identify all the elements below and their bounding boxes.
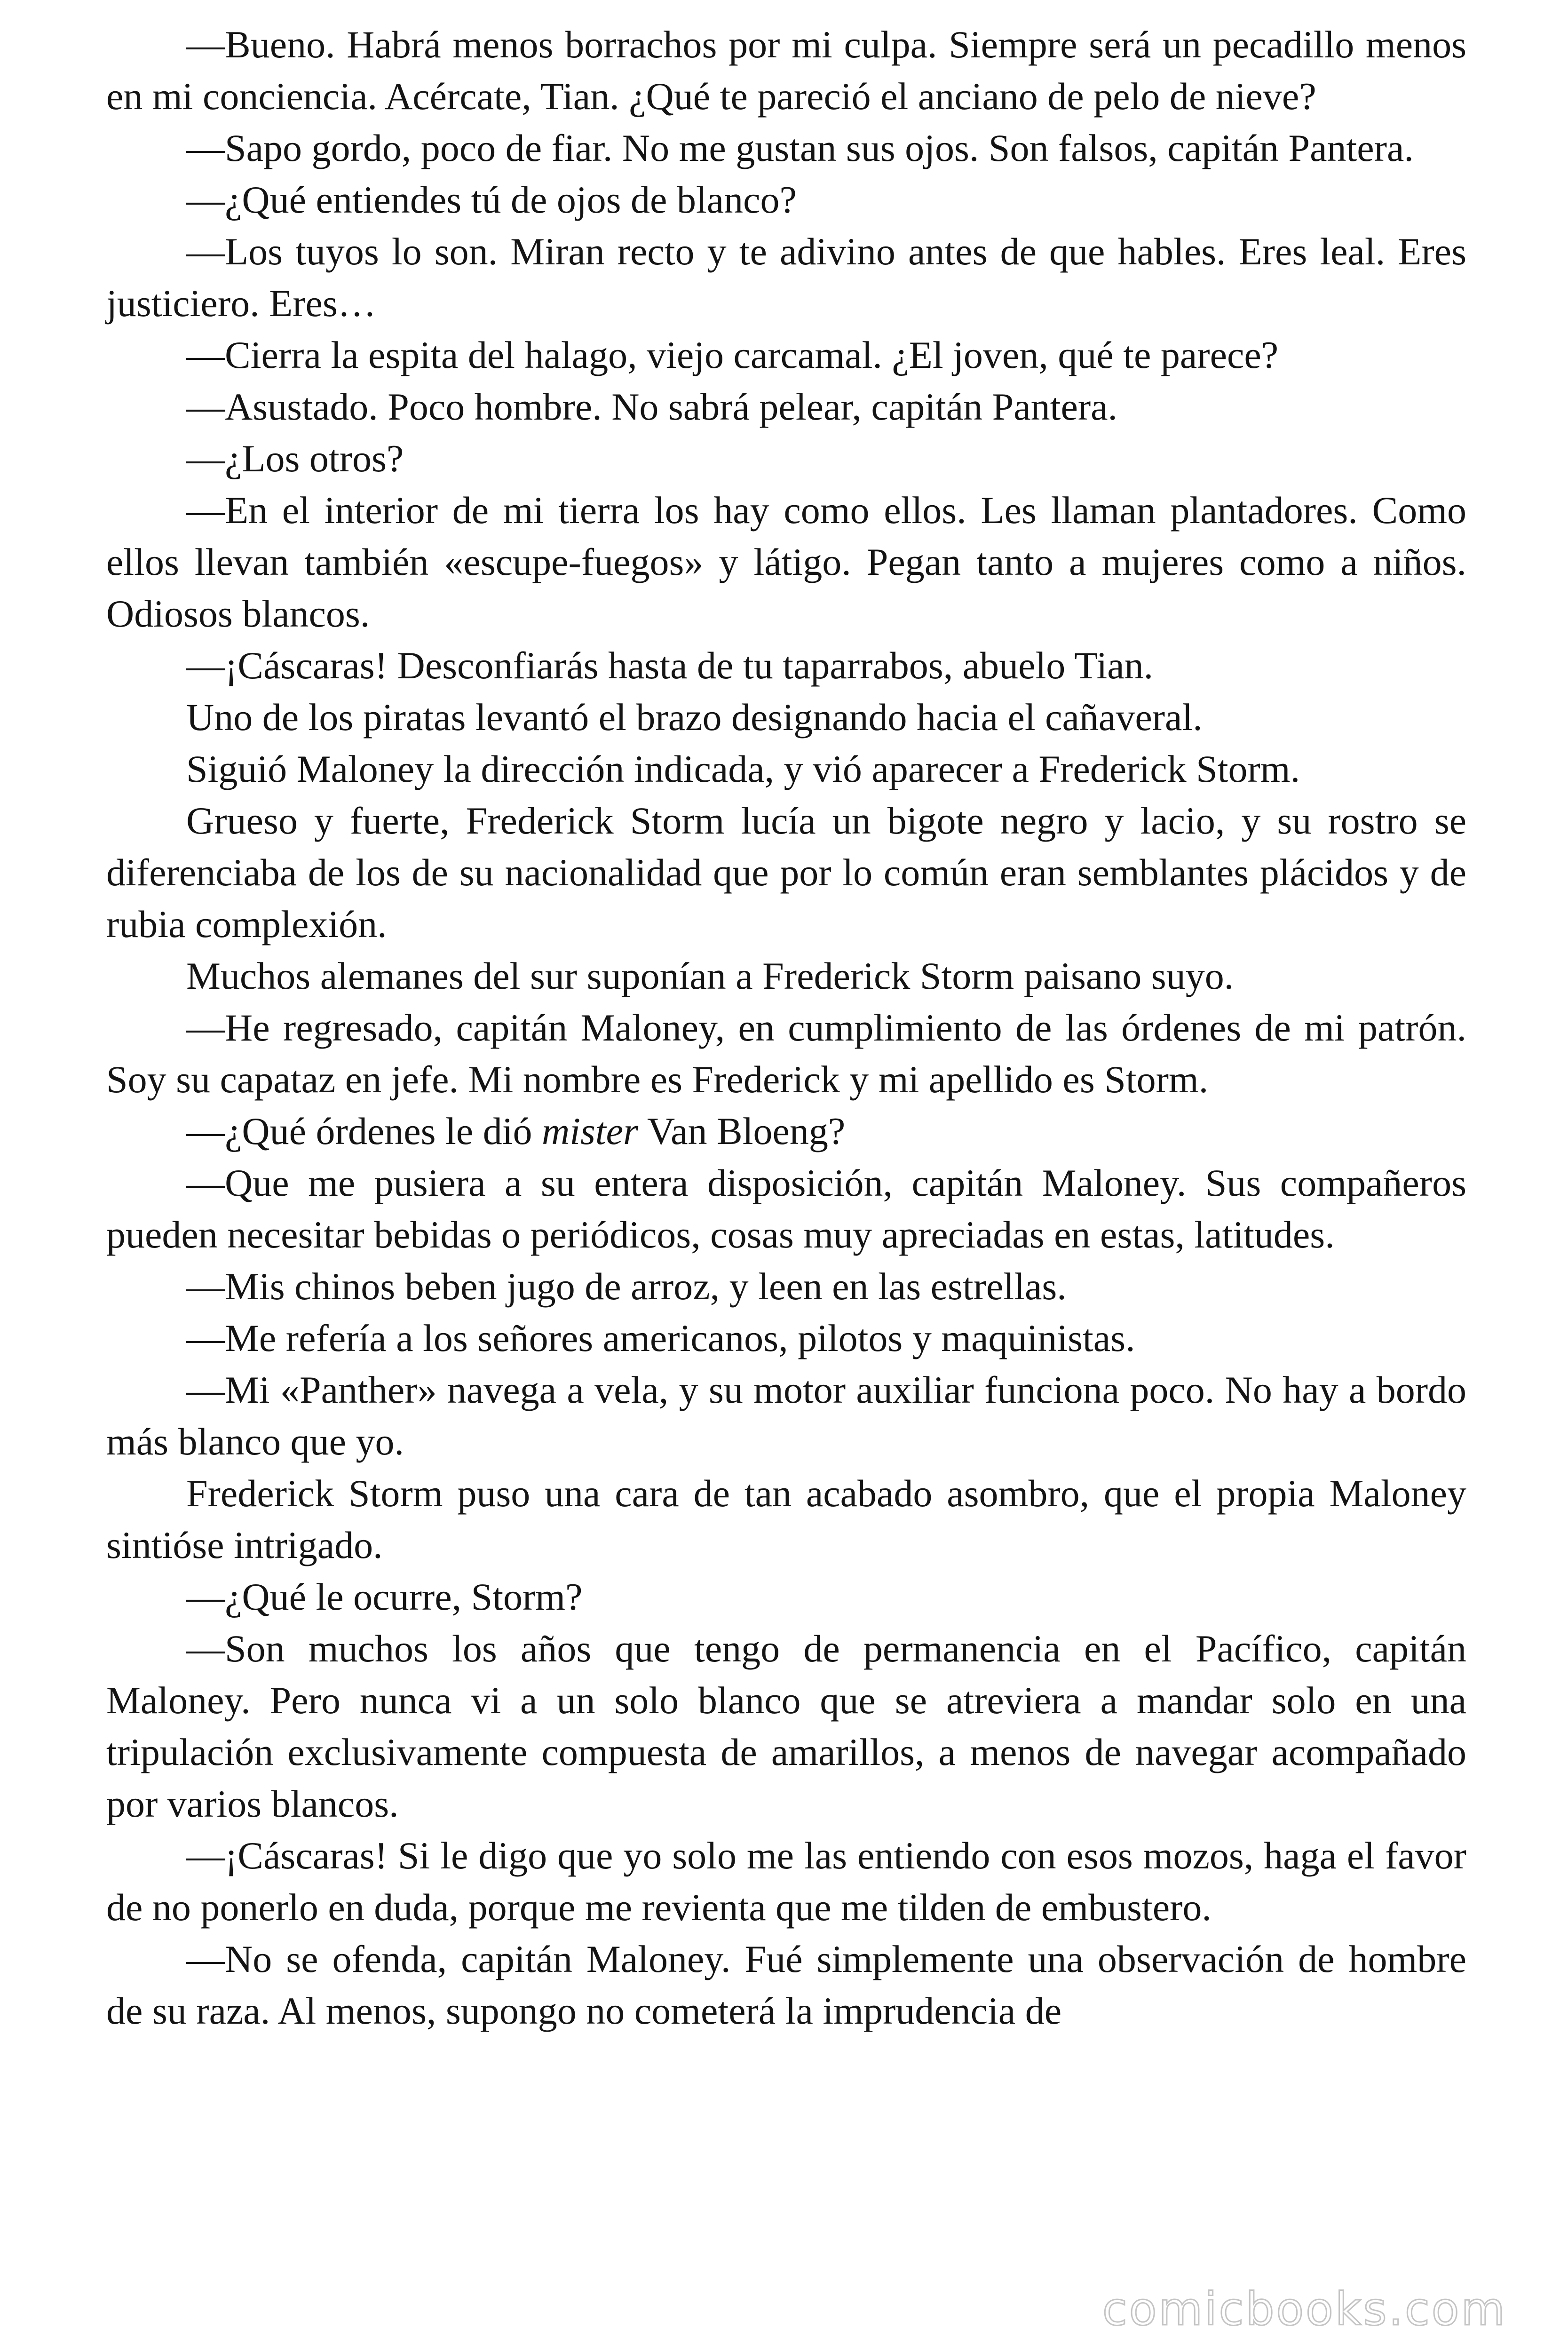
paragraph: —¡Cáscaras! Si le digo que yo solo me las entiendo con esos mozos, haga el favor de no ponerlo en duda, porque me revienta que me tilden de embustero. <box>106 1834 1466 1929</box>
paragraph: —Son muchos los años que tengo de permanencia en el Pacífico, capitán Maloney. Pero nunca vi a un solo blanco que se atreviera a mandar solo en una tripulación exclusivamente compuesta de amarillos, a menos de navegar acompañado por varios blancos. <box>106 1627 1466 1825</box>
paragraph: —No se ofenda, capitán Maloney. Fué simplemente una observación de hombre de su raza. Al menos, supongo no cometerá la imprudencia de <box>106 1938 1466 2032</box>
paragraph: —En el interior de mi tierra los hay como ellos. Les llaman plantadores. Como ellos llevan también «escupe-fuegos» y látigo. Pegan tanto a mujeres como a niños. Odiosos blancos. <box>106 489 1466 635</box>
paragraph: —¿Qué entiendes tú de ojos de blanco? <box>186 178 797 221</box>
paragraph: —Los tuyos lo son. Miran recto y te adivino antes de que hables. Eres leal. Eres justiciero. Eres… <box>106 230 1466 325</box>
paragraph: —Mi «Panther» navega a vela, y su motor auxiliar funciona poco. No hay a bordo más blanco que yo. <box>106 1368 1466 1463</box>
paragraph: —Cierra la espita del halago, viejo carcamal. ¿El joven, qué te parece? <box>186 334 1279 376</box>
paragraph: Uno de los piratas levantó el brazo designando hacia el cañaveral. <box>186 696 1203 739</box>
paragraph: —¿Los otros? <box>186 437 404 480</box>
paragraph: —Mis chinos beben jugo de arroz, y leen en las estrellas. <box>186 1265 1067 1308</box>
paragraph: —Asustado. Poco hombre. No sabrá pelear, capitán Pantera. <box>186 385 1118 428</box>
paragraph: —Que me pusiera a su entera disposición, capitán Maloney. Sus compañeros pueden necesitar bebidas o periódicos, cosas muy apreciadas en estas, latitudes. <box>106 1161 1466 1256</box>
body-text <box>106 19 1466 2037</box>
paragraph: Siguió Maloney la dirección indicada, y vió aparecer a Frederick Storm. <box>186 747 1300 790</box>
paragraph: —¡Cáscaras! Desconfiarás hasta de tu taparrabos, abuelo Tian. <box>186 644 1154 687</box>
paragraph-text: —¿Qué órdenes le dió <box>186 1110 542 1152</box>
paragraph: Frederick Storm puso una cara de tan acabado asombro, que el propia Maloney sintióse intrigado. <box>106 1472 1466 1566</box>
paragraph: —He regresado, capitán Maloney, en cumplimiento de las órdenes de mi patrón. Soy su capataz en jefe. Mi nombre es Frederick y mi apellido es Storm. <box>106 1006 1466 1101</box>
paragraph: —Me refería a los señores americanos, pilotos y maquinistas. <box>186 1317 1135 1359</box>
paragraph: Muchos alemanes del sur suponían a Frederick Storm paisano suyo. <box>186 954 1234 997</box>
paragraph: —¿Qué le ocurre, Storm? <box>186 1575 583 1618</box>
paragraph: —Sapo gordo, poco de fiar. No me gustan sus ojos. Son falsos, capitán Pantera. <box>186 127 1414 169</box>
paragraph: —Bueno. Habrá menos borrachos por mi culpa. Siempre será un pecadillo menos en mi conciencia. Acércate, Tian. ¿Qué te pareció el anciano de pelo de nieve? <box>106 23 1466 118</box>
watermark: comicbooks.com <box>1102 2283 1507 2336</box>
paragraph: Grueso y fuerte, Frederick Storm lucía un bigote negro y lacio, y su rostro se diferenciaba de los de su nacionalidad que por lo común eran semblantes plácidos y de rubia complexión. <box>106 799 1466 946</box>
italic-word: mister <box>541 1110 638 1152</box>
paragraph-text: Van Bloeng? <box>638 1110 846 1152</box>
paragraph-with-italic <box>106 1105 1466 1157</box>
